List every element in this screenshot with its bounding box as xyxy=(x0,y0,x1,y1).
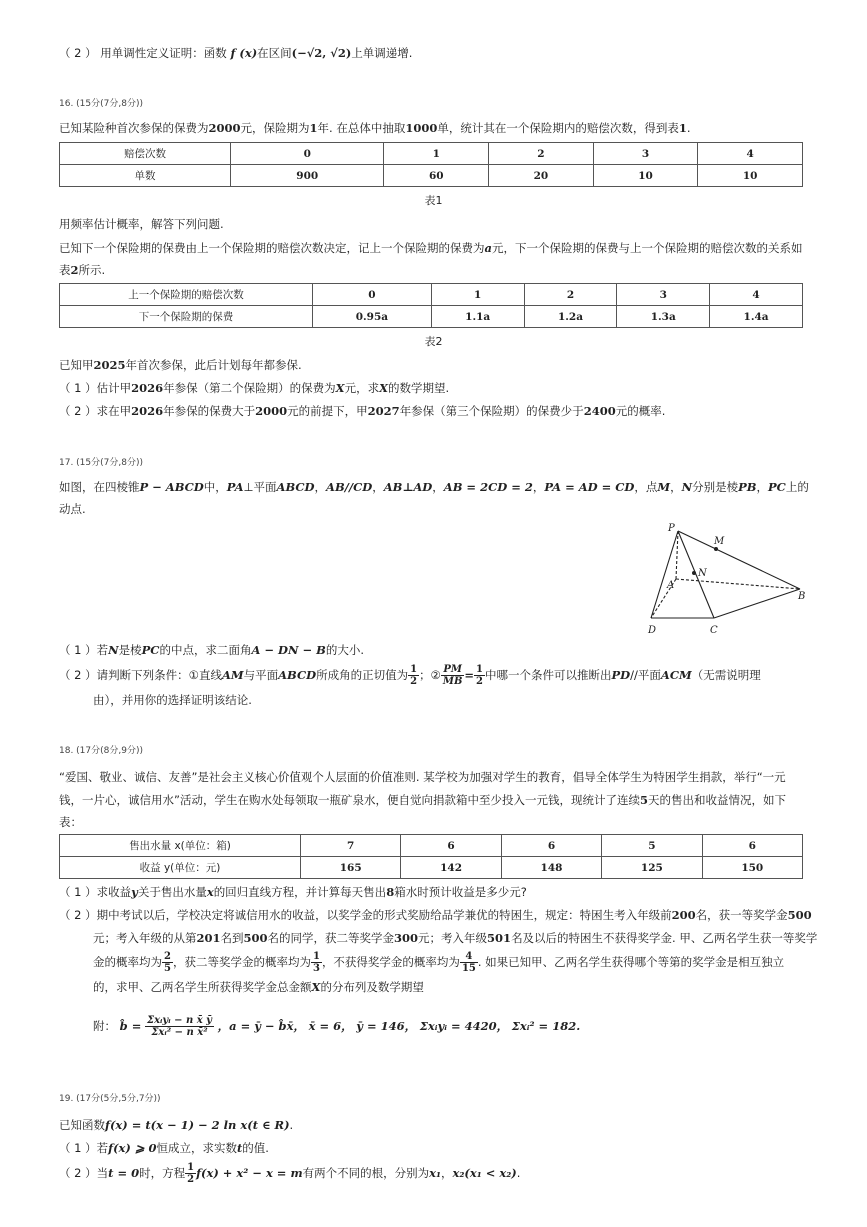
q16-paragraph-4: 已知甲2025年首次参保，此后计划每年都参保. xyxy=(59,358,302,372)
table-row: 收益 y(单位：元) 165 142 148 125 150 xyxy=(60,857,803,879)
q16-header: 16. (15分(7分,8分)) xyxy=(59,99,143,109)
q16-paragraph-3-cont: 表2所示. xyxy=(59,263,106,277)
label-b: B xyxy=(798,591,806,602)
q19-subquestion-2: （ 2 ）当t = 0时，方程 $\frac{1}{2}$ f(x) + x² − x = m有两个不同的根，分别为x₁，x₂(x₁ < x₂). xyxy=(59,1162,521,1185)
fraction: $\frac{1}{3}$ xyxy=(312,951,320,974)
regression-fraction: $\frac{\text{Σxᵢyᵢ − n x̄ ȳ}}{\text{Σxᵢ² − n x̄²}}$ xyxy=(147,1015,212,1038)
q18-subquestion-2-cont-2: 金的概率均为 $\frac{2}{5}$ ，获二等奖学金的概率均为 $\frac{1}{3}$ ，不获得奖学金的概率均为 $\frac{4}{15}$ . 如果已知甲、乙两名学生获得哪个等第的奖学金是相互独立 xyxy=(93,951,785,974)
fraction: $\frac{PM}{MB}$ xyxy=(442,664,463,687)
q18-subquestion-2: （ 2 ）期中考试以后，学校决定将诚信用水的收益，以奖学金的形式奖励给品学兼优的特困生，规定：特困生考入年级前200名，获一等奖学金500 xyxy=(59,908,812,922)
q18-subquestion-2-cont-1: 元；考入年级的从第201名到500名的同学，获二等奖学金300元；考入年级501名及以后的特困生不获得奖学金. 甲、乙两名学生获一等奖学 xyxy=(93,931,818,945)
q19-header: 19. (17分(5分,5分,7分)) xyxy=(59,1094,161,1104)
table-row: 下一个保险期的保费 0.95a 1.1a 1.2a 1.3a 1.4a xyxy=(60,306,803,328)
q17-paragraph-1: 如图，在四棱锥P − ABCD中，PA⊥平面ABCD，AB//CD，AB⊥AD，AB = 2CD = 2，PA = AD = CD，点M，N分别是棱PB，PC上的 xyxy=(59,480,809,494)
q17-subquestion-2-cont: 由），并用你的选择证明该结论. xyxy=(93,693,252,707)
q18-formula-note: 附： b̂ = $\frac{\text{Σxᵢyᵢ − n x̄ ȳ}}{\text{Σxᵢ² − n x̄²}}$ ，a = ȳ − b̂x̄， x̄ = 6， ȳ = 146， Σxᵢyᵢ = 4420， Σxᵢ² = 182. xyxy=(93,1015,581,1038)
fraction: $\frac{1}{2}$ xyxy=(187,1162,195,1185)
q19-paragraph-1: 已知函数f(x) = t(x − 1) − 2 ln x(t ∈ R). xyxy=(59,1118,294,1132)
q16-table-1 xyxy=(59,142,803,187)
label-n: N xyxy=(698,568,707,579)
q16-paragraph-3: 已知下一个保险期的保费由上一个保险期的赔偿次数决定，记上一个保险期的保费为a元，下一个保险期的保费与上一个保险期的赔偿次数的关系如 xyxy=(59,241,803,255)
table-row: 单数 900 60 20 10 10 xyxy=(60,165,803,187)
label-a: A xyxy=(667,580,675,591)
q17-subquestion-1: （ 1 ）若N是棱PC的中点，求二面角A − DN − B的大小. xyxy=(59,643,365,657)
q15-part2: （ 2 ） 用单调性定义证明：函数 f (x)在区间(−√2, √2)上单调递增. xyxy=(59,46,413,60)
label-m: M xyxy=(714,536,725,547)
q18-paragraph-1: “爱国、敬业、诚信、友善”是社会主义核心价值观个人层面的价值准则. 某学校为加强对学生的教育，倡导全体学生为特困学生捐款，举行“一元 xyxy=(59,770,786,784)
label-d: D xyxy=(648,625,657,636)
pyramid-figure xyxy=(640,520,815,640)
fraction: $\frac{1}{2}$ xyxy=(476,664,484,687)
q19-subquestion-1: （ 1 ）若f(x) ⩾ 0恒成立，求实数t的值. xyxy=(59,1141,269,1155)
q16-table-1-caption: 表1 xyxy=(424,194,443,207)
label-c: C xyxy=(710,625,718,636)
q18-header: 18. (17分(8分,9分)) xyxy=(59,746,143,756)
fraction: $\frac{2}{5}$ xyxy=(164,951,171,974)
table-row: 赔偿次数 0 1 2 3 4 xyxy=(60,143,803,165)
q18-table xyxy=(59,834,803,879)
q18-paragraph-3: 表： xyxy=(59,815,82,829)
q16-paragraph-1: 已知某险种首次参保的保费为2000元，保险期为1年. 在总体中抽取1000单，统计其在一个保险期内的赔偿次数，得到表1. xyxy=(59,121,691,135)
q18-paragraph-2: 钱，一片心，诚信用水”活动，学生在购水处每领取一瓶矿泉水，便自觉向捐款箱中至少投入一元钱，现统计了连续5天的售出和收益情况，如下 xyxy=(59,793,786,807)
fraction: $\frac{1}{2}$ xyxy=(410,664,418,687)
subq-number: （ 2 ） xyxy=(59,46,97,60)
q16-subquestion-1: （ 1 ）估计甲2026年参保（第二个保险期）的保费为X元，求X的数学期望. xyxy=(59,381,450,395)
q17-subquestion-2: （ 2 ）请判断下列条件：①直线AM与平面ABCD所成角的正切值为 $\frac{1}{2}$ ；② $\frac{PM}{MB}$ = $\frac{1}{2}$ 中哪一个条件可以推断出PD//平面ACM（无需说明理 xyxy=(59,664,761,687)
q17-header: 17. (15分(7分,8分)) xyxy=(59,458,143,468)
table-row: 售出水量 x(单位：箱) 7 6 6 5 6 xyxy=(60,835,803,857)
q16-paragraph-2: 用频率估计概率，解答下列问题. xyxy=(59,217,224,231)
q17-paragraph-1-cont: 动点. xyxy=(59,502,86,516)
q16-subquestion-2: （ 2 ）求在甲2026年参保的保费大于2000元的前提下，甲2027年参保（第三个保险期）的保费少于2400元的概率. xyxy=(59,404,666,418)
table-row: 上一个保险期的赔偿次数 0 1 2 3 4 xyxy=(60,284,803,306)
q16-table-2-caption: 表2 xyxy=(424,335,443,348)
label-p: P xyxy=(668,523,675,534)
q18-subquestion-2-cont-3: 的，求甲、乙两名学生所获得奖学金总金额X的分布列及数学期望 xyxy=(93,980,424,994)
q16-table-2 xyxy=(59,283,803,328)
q18-subquestion-1: （ 1 ）求收益y关于售出水量x的回归直线方程，并计算每天售出8箱水时预计收益是多少元? xyxy=(59,885,527,899)
fraction: $\frac{4}{15}$ xyxy=(461,951,476,974)
